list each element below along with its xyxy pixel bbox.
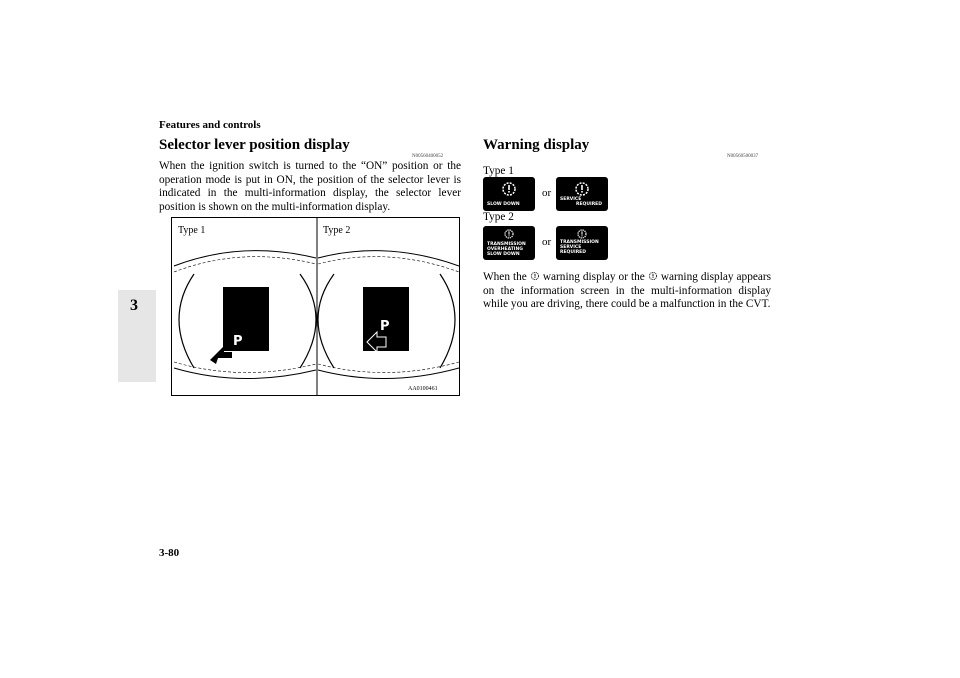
warning-type1-label: Type 1 [483, 165, 514, 177]
page-number: 3-80 [159, 547, 180, 559]
selector-lever-code: N00560400052 [412, 154, 444, 159]
figure-type1-label: Type 1 [178, 225, 206, 236]
service-required-warning-icon [556, 177, 608, 211]
gear-letter-2: P [380, 319, 390, 334]
overheating-text: OVERHEATING [487, 247, 523, 252]
para-part-2: warning display or the [542, 271, 645, 283]
gear-warning-icon [530, 271, 540, 281]
selector-lever-title: Selector lever position display [159, 137, 350, 153]
service-required-text: SERVICE REQUIRED [560, 245, 586, 255]
or-text-2: or [542, 236, 552, 248]
selector-lever-figure [171, 217, 460, 396]
gear-letter-1: P [233, 334, 243, 349]
service-text: SERVICE [560, 197, 582, 202]
warning-display-code: N00560500037 [727, 154, 759, 159]
figure-code: AA0100461 [408, 386, 438, 392]
transmission-text-2: TRANSMISSION [560, 240, 599, 245]
section-header: Features and controls [159, 119, 261, 131]
warning-display-title: Warning display [483, 137, 590, 153]
slow-down-warning-icon [483, 177, 535, 211]
or-text-1: or [542, 187, 552, 199]
transmission-service-warning-icon [556, 226, 608, 260]
instrument-cluster-illustration [172, 218, 460, 396]
gear-warning-icon [573, 180, 591, 198]
transmission-overheating-warning-icon [483, 226, 535, 260]
slow-down-text: SLOW DOWN [487, 202, 520, 207]
transmission-text-1: TRANSMISSION [487, 242, 526, 247]
slow-down-text-2: SLOW DOWN [487, 252, 520, 257]
warning-type2-label: Type 2 [483, 211, 514, 223]
selector-lever-body: When the ignition switch is turned to the “ON” position or the operation mode is put in ON, the position of the selector lever is indicated in the multi-information display, the selector lever position is shown on the multi-information display. [159, 160, 461, 213]
gear-warning-icon [500, 180, 518, 198]
warning-display-body [483, 271, 771, 312]
gear-warning-icon [576, 228, 588, 240]
gear-warning-icon [503, 228, 515, 240]
gear-warning-icon [648, 271, 658, 281]
para-part-3: warning display appears on the information screen in the multi-information display while you are driving, there could be a malfunction in the CVT. [483, 271, 772, 311]
required-text: REQUIRED [576, 202, 602, 207]
figure-type2-label: Type 2 [323, 225, 351, 236]
para-part-1: When the [483, 271, 527, 283]
chapter-number: 3 [130, 297, 138, 314]
